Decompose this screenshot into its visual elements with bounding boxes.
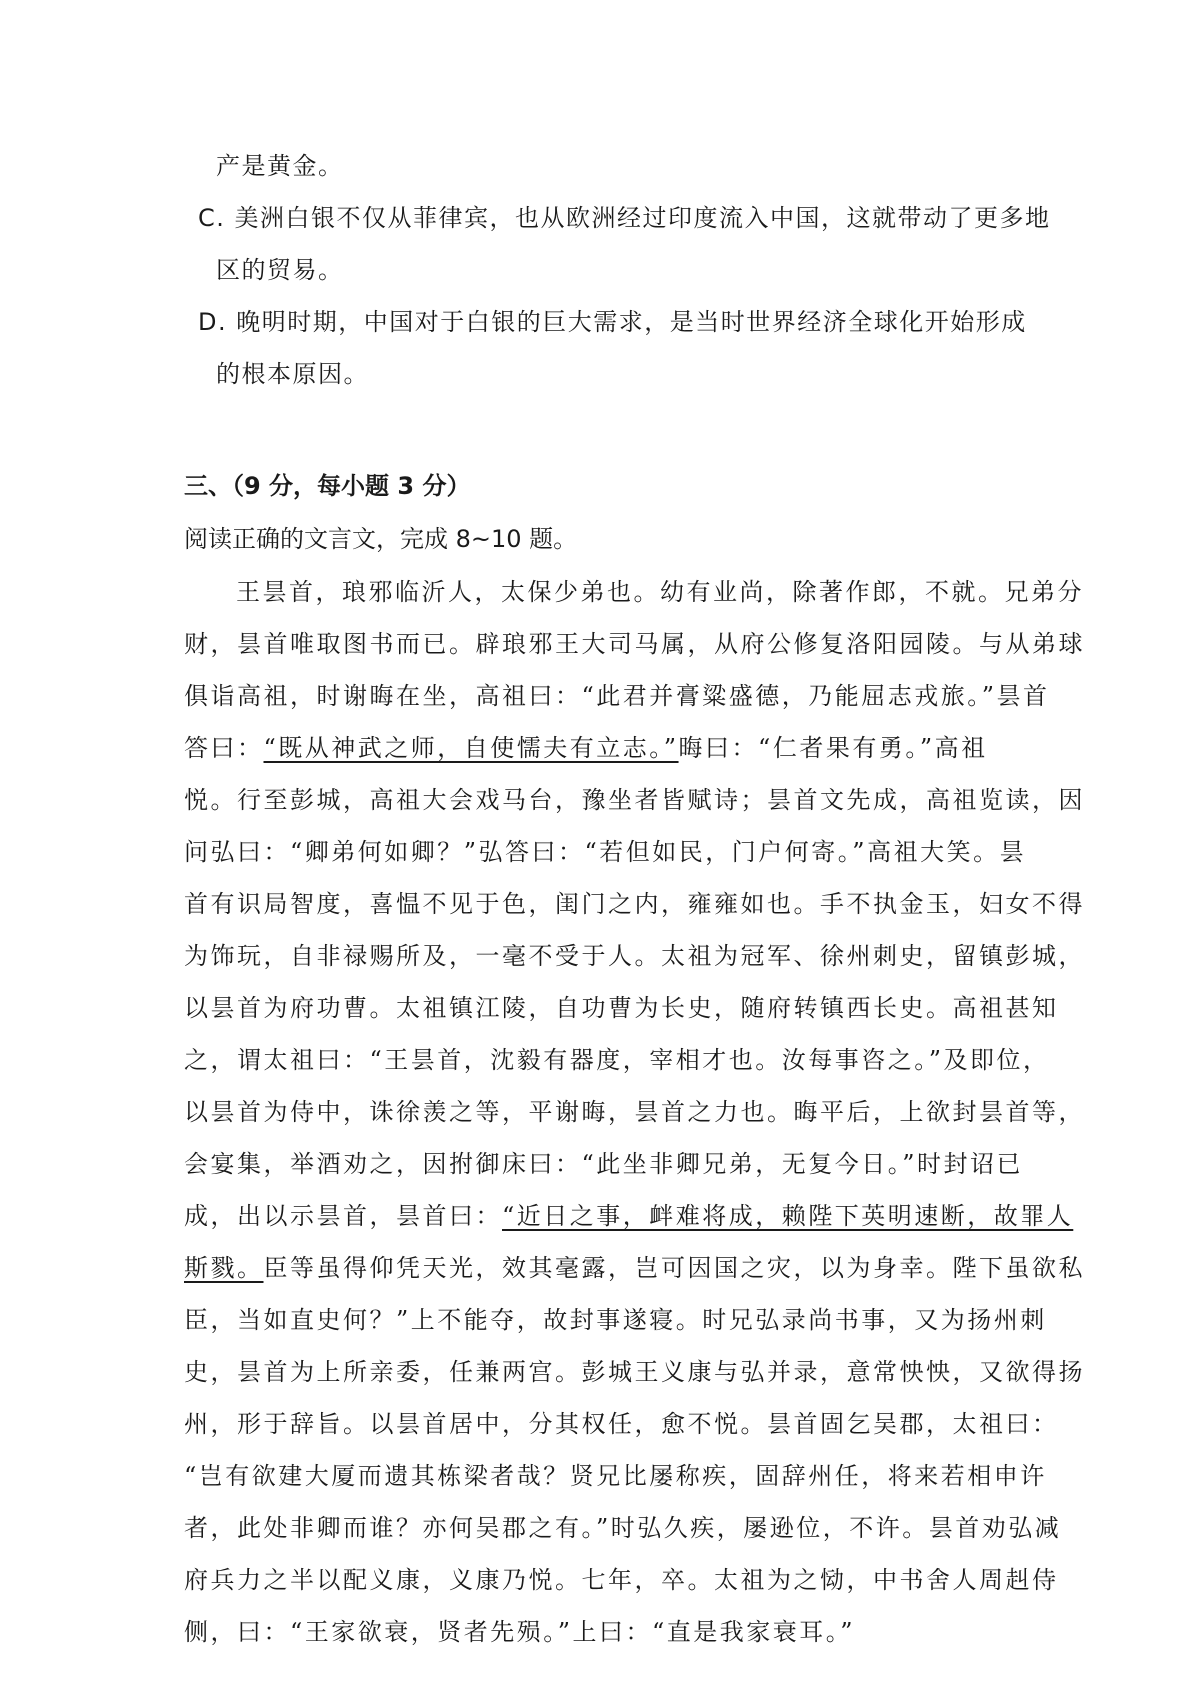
passage-line: 者，此处非卿而谁？亦何吴郡之有。”时弘久疾，屡逊位，不许。昙首劝弘减 <box>184 1514 1062 1542</box>
section-instruction: 阅读正确的文言文，完成 8~10 题。 <box>184 525 578 553</box>
passage-line: 会宴集，举酒劝之，因拊御床曰：“此坐非卿兄弟，无复今日。”时封诏已 <box>184 1150 1024 1178</box>
passage-line <box>184 1200 1073 1232</box>
underlined-sentence-2: “近日之事，衅难将成，赖陛下英明速断，故罪人 <box>502 1202 1074 1230</box>
passage-line: 问弘曰：“卿弟何如卿？”弘答曰：“若但如民，门户何寄。”高祖大笑。昙 <box>184 838 1027 866</box>
passage-line: 王昙首，琅邪临沂人，太保少弟也。幼有业尚，除著作郎，不就。兄弟分 <box>236 578 1084 606</box>
option-d-line2: 的根本原因。 <box>216 360 369 388</box>
option-b-tail: 产是黄金。 <box>216 152 344 180</box>
passage-text: 晦曰：“仁者果有勇。”高祖 <box>678 734 988 762</box>
passage-line: 为饰玩，自非禄赐所及，一毫不受于人。太祖为冠军、徐州刺史，留镇彭城， <box>184 942 1085 970</box>
passage-text: 臣等虽得仰凭天光，效其毫露，岂可因国之灾，以为身幸。陛下虽欲私 <box>263 1254 1085 1282</box>
underlined-sentence-2-end: 斯戮。 <box>184 1254 264 1282</box>
option-c-line1: C. 美洲白银不仅从菲律宾，也从欧洲经过印度流入中国，这就带动了更多地 <box>198 204 1051 232</box>
passage-line: 之，谓太祖曰：“王昙首，沈毅有器度，宰相才也。汝每事咨之。”及即位， <box>184 1046 1050 1074</box>
passage-line: 以昙首为侍中，诛徐羡之等，平谢晦，昙首之力也。晦平后，上欲封昙首等， <box>184 1098 1085 1126</box>
passage-line: 俱诣高祖，时谢晦在坐，高祖曰：“此君并膏粱盛德，乃能屈志戎旅。”昙首 <box>184 682 1050 710</box>
passage-line: 侧，曰：“王家欲衰，贤者先殒。”上曰：“直是我家衰耳。” <box>184 1618 856 1646</box>
passage-line <box>184 1252 1085 1284</box>
passage-line: 臣，当如直史何？”上不能夺，故封事遂寝。时兄弘录尚书事，又为扬州刺 <box>184 1306 1047 1334</box>
passage-line: 以昙首为府功曹。太祖镇江陵，自功曹为长史，随府转镇西长史。高祖甚知 <box>184 994 1059 1022</box>
passage-line <box>184 732 988 764</box>
passage-line: 财，昙首唯取图书而已。辟琅邪王大司马属，从府公修复洛阳园陵。与从弟球 <box>184 630 1085 658</box>
option-c-line2: 区的贸易。 <box>216 256 344 284</box>
underlined-sentence-1: “既从神武之师，自使懦夫有立志。” <box>263 734 679 762</box>
passage-line: 府兵力之半以配义康，义康乃悦。七年，卒。太祖为之恸，中书舍人周赳侍 <box>184 1566 1059 1594</box>
passage-line: “岂有欲建大厦而遗其栋梁者哉？贤兄比屡称疾，固辞州任，将来若相申许 <box>184 1462 1047 1490</box>
section-heading: 三、（9 分，每小题 3 分） <box>184 472 471 500</box>
passage-line: 州，形于辞旨。以昙首居中，分其权任，愈不悦。昙首固乞吴郡，太祖曰： <box>184 1410 1059 1438</box>
passage-line: 史，昙首为上所亲委，任兼两宫。彭城王义康与弘并录，意常怏怏，又欲得扬 <box>184 1358 1085 1386</box>
passage-text: 答曰： <box>184 734 264 762</box>
passage-text: 成，出以示昙首，昙首曰： <box>184 1202 502 1230</box>
passage-line: 悦。行至彭城，高祖大会戏马台，豫坐者皆赋诗；昙首文先成，高祖览读，因 <box>184 786 1085 814</box>
option-d-line1: D. 晚明时期，中国对于白银的巨大需求，是当时世界经济全球化开始形成 <box>198 308 1027 336</box>
passage-line: 首有识局智度，喜愠不见于色，闺门之内，雍雍如也。手不执金玉，妇女不得 <box>184 890 1085 918</box>
